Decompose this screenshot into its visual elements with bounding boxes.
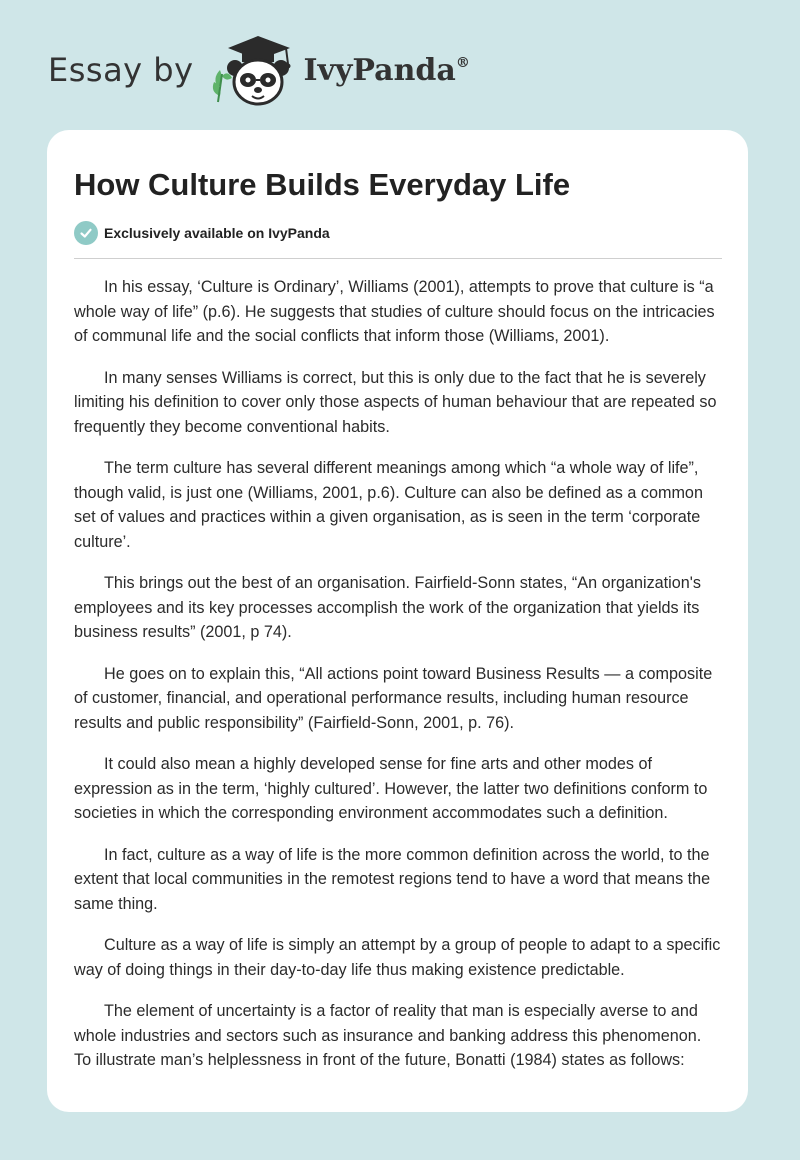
site-header xyxy=(48,30,470,110)
paragraph: He goes on to explain this, “All actions point toward Business Results — a composite of customer, financial, and operational performance results, including human resource results and public responsibility” (Fairfield-Sonn, 2001, p. 76). xyxy=(74,664,713,732)
paragraph: This brings out the best of an organisation. Fairfield-Sonn states, “An organization's employees and its key processes accomplish the work of the organization that yields its business results” (2001, p 74). xyxy=(74,574,701,641)
check-circle-icon xyxy=(74,221,98,245)
exclusive-badge xyxy=(74,220,722,246)
registered-mark: ® xyxy=(455,54,470,71)
paragraph: In his essay, ‘Culture is Ordinary’, Williams (2001), attempts to prove that culture is “a whole way of life” (p.6). He suggests that studies of culture should focus on the intricacies of communal life and the social conflicts that inform those (Williams, 2001). xyxy=(74,278,715,345)
paragraph: In many senses Williams is correct, but this is only due to the fact that he is severely limiting his definition to cover only those aspects of human behaviour that are repeated so frequently they become conventional habits. xyxy=(74,368,717,436)
panda-graduation-cap-icon xyxy=(208,30,298,110)
divider xyxy=(74,258,722,259)
paragraph: Culture as a way of life is simply an attempt by a group of people to adapt to a specific way of doing things in their day-to-day life thus making existence predictable. xyxy=(74,936,721,979)
exclusive-label: Exclusively available on IvyPanda xyxy=(104,225,330,241)
paragraph: It could also mean a highly developed sense for fine arts and other modes of expression as in the term, ‘highly cultured’. However, the latter two definitions conform to societies in which the corresponding environment accommodates such a definition. xyxy=(74,755,708,822)
essay-card xyxy=(47,130,748,1112)
page-title: How Culture Builds Everyday Life xyxy=(74,167,571,202)
brand-name xyxy=(304,53,470,88)
paragraph: In fact, culture as a way of life is the more common definition across the world, to the extent that local communities in the remotest regions tend to have a word that means the same thing. xyxy=(74,845,711,913)
paragraph: The element of uncertainty is a factor of reality that man is especially averse to and whole industries and sectors such as insurance and banking address this phenomenon. To illustrate man’s helplessness in front of the future, Bonatti (1984) states as follows: xyxy=(74,1002,702,1069)
essay-by-label: Essay by xyxy=(48,51,194,89)
essay-body xyxy=(74,275,722,1073)
paragraph: The term culture has several different meanings among which “a whole way of life”, though valid, is just one (Williams, 2001, p.6). Culture can also be defined as a common set of values and practices within a given organisation, as is seen in the term ‘corporate culture’. xyxy=(74,459,703,551)
brand-label: IvyPanda xyxy=(303,52,456,88)
